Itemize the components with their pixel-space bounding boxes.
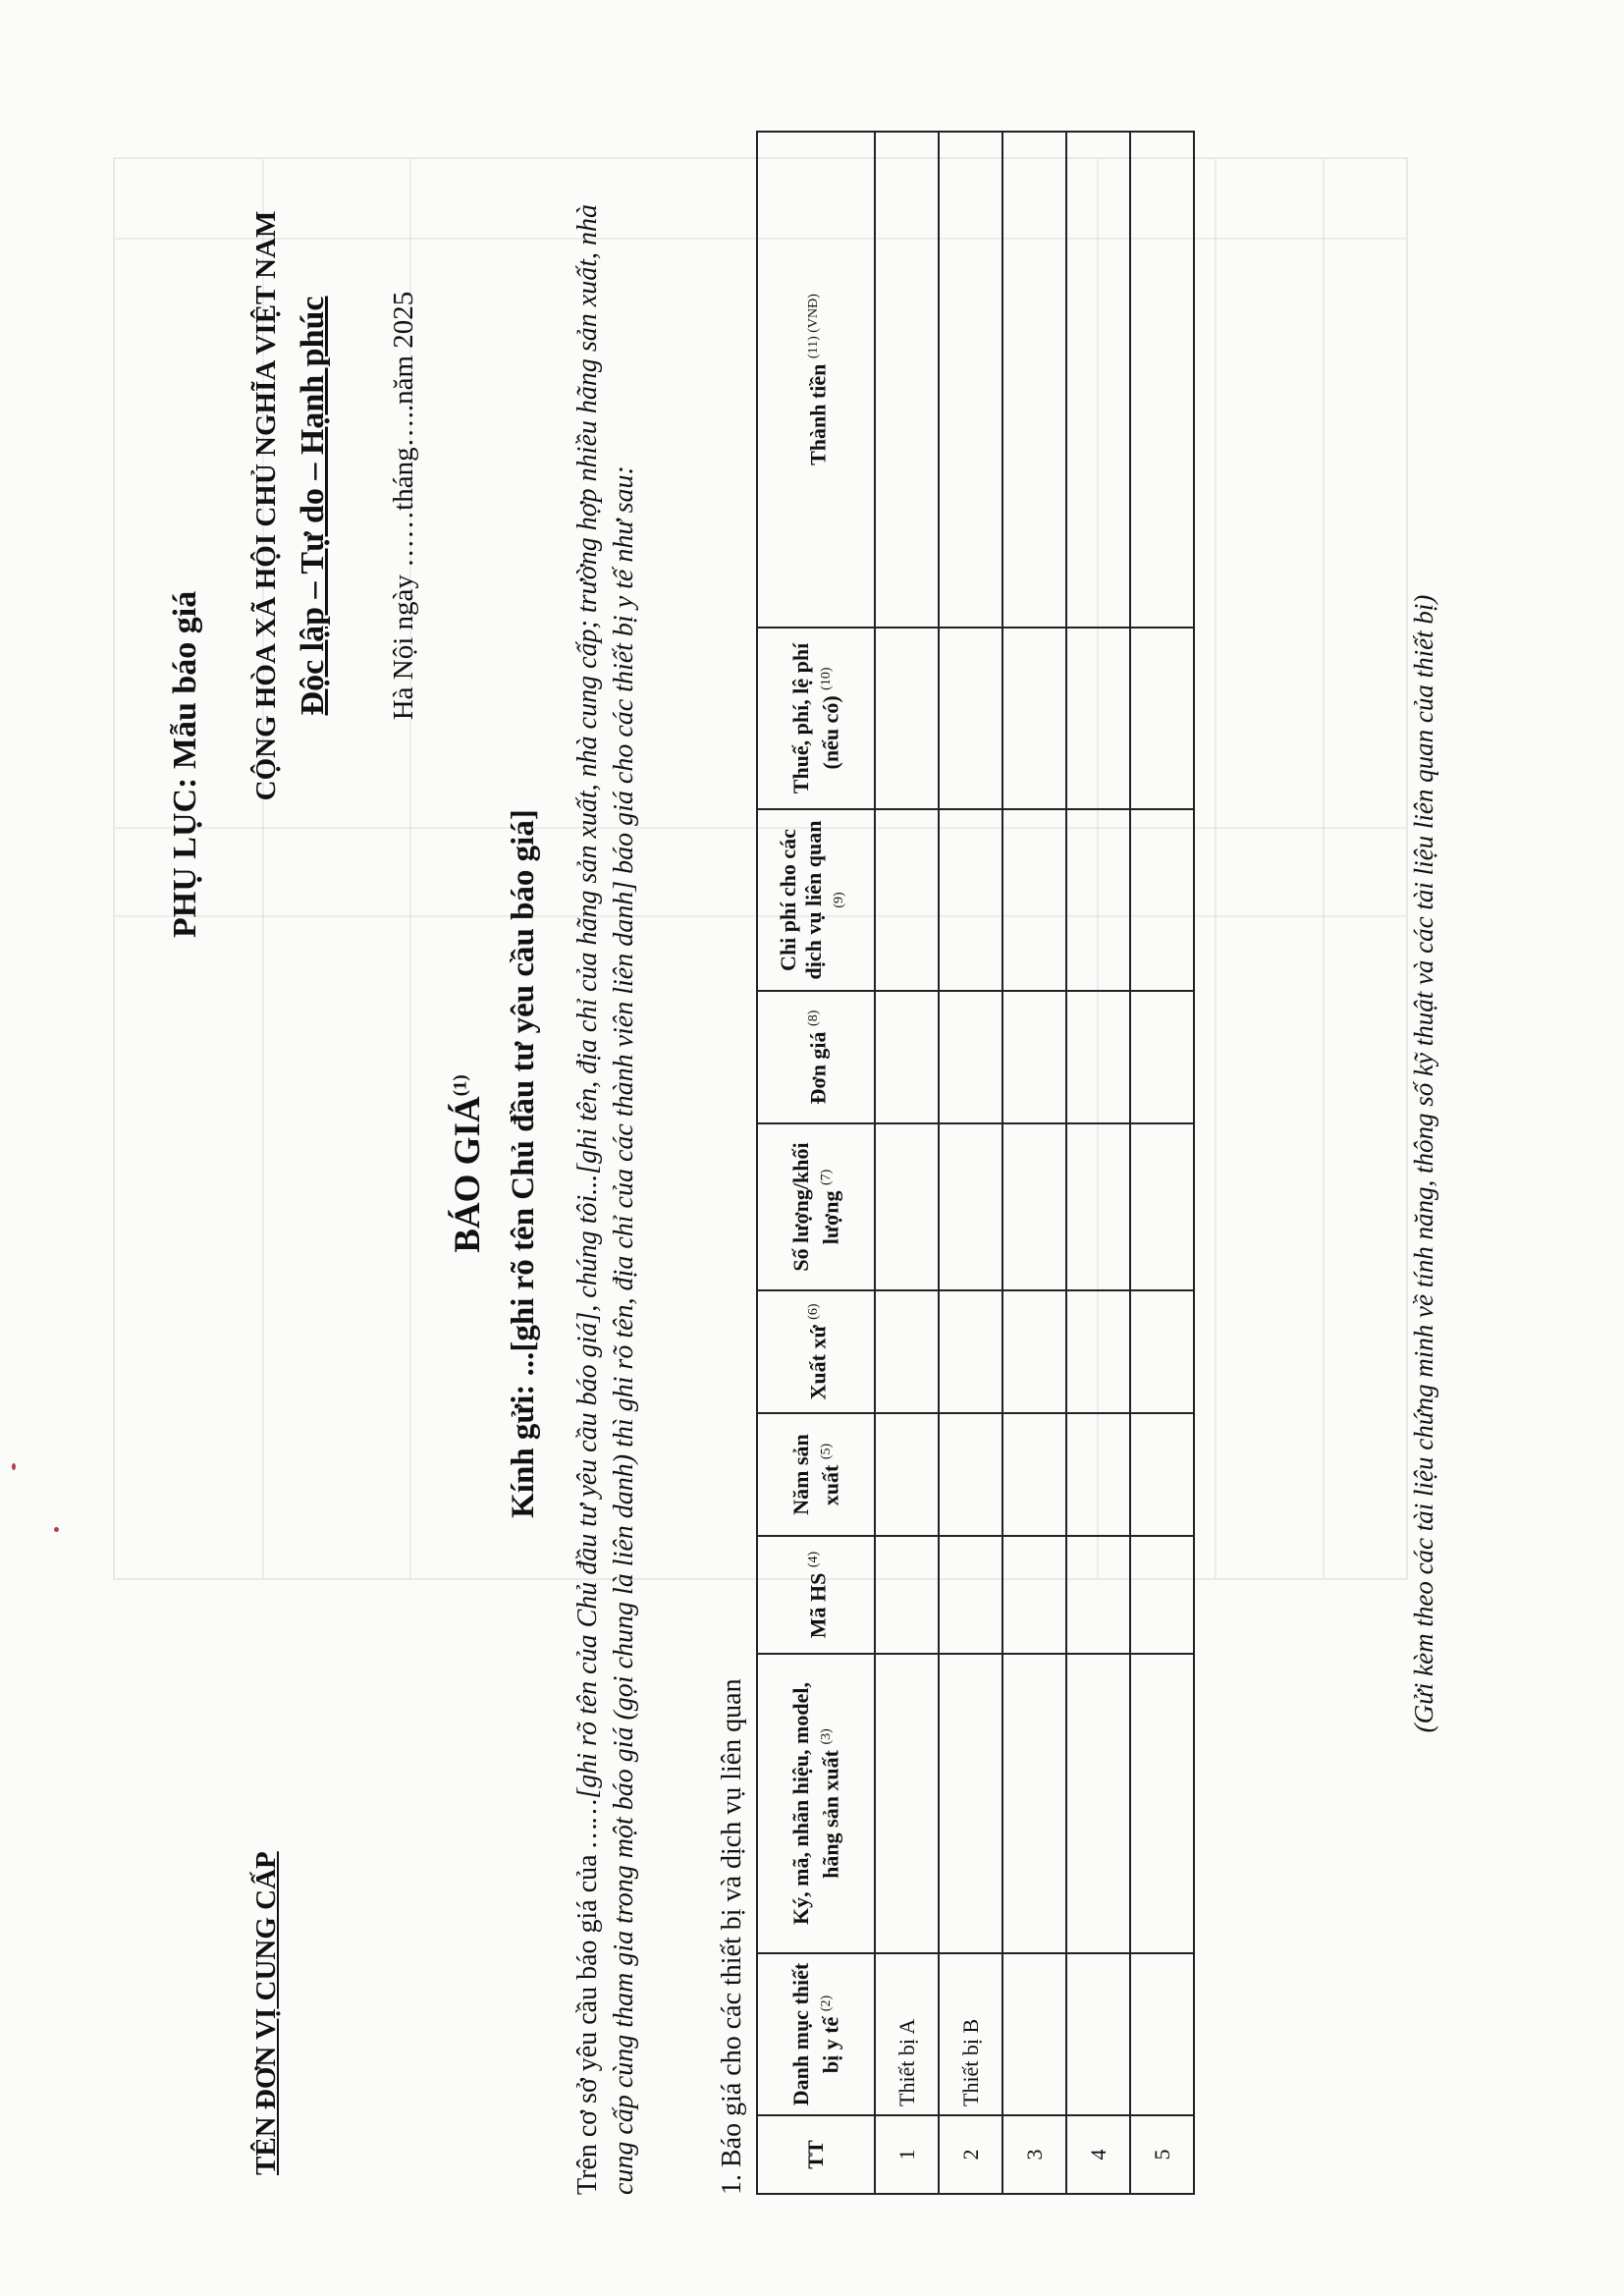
column-header-label: TT [803, 2140, 828, 2169]
table-cell [1130, 1654, 1194, 1953]
national-header: CỘNG HÒA XÃ HỘI CHỦ NGHĨA VIỆT NAM [250, 210, 282, 801]
table-cell [875, 1654, 939, 1953]
table-cell [1066, 1290, 1130, 1413]
table-cell [939, 1654, 1002, 1953]
column-header-note: (7) [818, 1169, 834, 1186]
table-cell [875, 1290, 939, 1413]
table-header-row [757, 132, 875, 2194]
attachment-footnote: (Gửi kèm theo các tài liệu chứng minh về tính năng, thông số kỹ thuật và các tài liệu liên quan của thiết bị) [1409, 594, 1438, 1733]
appendix-title: PHỤ LỤC: Mẫu báo giá [167, 590, 203, 938]
column-header-label: Năm sản xuất [787, 1434, 843, 1515]
column-header [757, 2115, 875, 2194]
device-name [1130, 1953, 1194, 2115]
table-cell [1002, 1536, 1066, 1654]
table-cell [1130, 1290, 1194, 1413]
table-row [939, 132, 1002, 2194]
table-row [1130, 132, 1194, 2194]
supplier-unit-name: TÊN ĐƠN VỊ CUNG CẤP [250, 1851, 282, 2175]
device-name [1002, 1953, 1066, 2115]
table-cell [1066, 1654, 1130, 1953]
column-header-label: Thành tiền [805, 363, 831, 465]
column-header-note: (9) [831, 892, 846, 908]
table-row [1066, 132, 1130, 2194]
table-cell [939, 809, 1002, 991]
date-line: Hà Nội ngày ……tháng…..năm 2025 [388, 291, 419, 721]
column-header [757, 1290, 875, 1413]
table-body [875, 132, 1194, 2194]
table-cell [1002, 628, 1066, 809]
column-header [757, 809, 875, 991]
column-header-label: Thuế, phí, lệ phí (nếu có) [787, 642, 843, 794]
column-header-label: Xuất xứ [805, 1325, 831, 1400]
column-header-label: Số lượng/khối lượng [787, 1142, 843, 1272]
table-cell [939, 1413, 1002, 1536]
column-header-note: (3) [818, 1728, 834, 1745]
recipient-line: Kính gửi: ...[ghi rõ tên Chủ đầu tư yêu cầu báo giá] [506, 809, 541, 1518]
table-cell [939, 132, 1002, 628]
column-header-label: Chi phí cho các dịch vụ liên quan [775, 820, 826, 980]
column-header-note: (6) [805, 1303, 821, 1320]
table-cell [1066, 628, 1130, 809]
row-number: 2 [939, 2115, 1002, 2194]
table-cell [875, 1123, 939, 1290]
column-header [757, 1123, 875, 1290]
table-cell [1130, 628, 1194, 809]
column-header-note: (10) [818, 667, 834, 690]
table-cell [875, 628, 939, 809]
row-number: 5 [1130, 2115, 1194, 2194]
quote-title-text: BÁO GIÁ [448, 1096, 488, 1253]
motto-text: Độc lập – Tự do – Hạnh phúc [295, 296, 331, 716]
table-cell [939, 1123, 1002, 1290]
device-name [1066, 1953, 1130, 2115]
device-name: Thiết bị B [939, 1953, 1002, 2115]
table-cell [939, 1536, 1002, 1654]
quote-title [447, 133, 489, 2195]
column-header [757, 1953, 875, 2115]
quote-title-note: (1) [450, 1074, 471, 1097]
column-header-note: (11) (VNĐ) [805, 294, 821, 359]
table-cell [1002, 1290, 1066, 1413]
table-cell [939, 628, 1002, 809]
table-cell [1130, 132, 1194, 628]
table-cell [1066, 1123, 1130, 1290]
table-cell [1066, 1413, 1130, 1536]
table-cell [939, 991, 1002, 1123]
table-cell [1130, 1123, 1194, 1290]
table-cell [1002, 809, 1066, 991]
table-cell [1002, 991, 1066, 1123]
column-header-note: (8) [805, 1010, 821, 1026]
quotation-table [756, 131, 1195, 2195]
table-cell [1066, 132, 1130, 628]
device-name: Thiết bị A [875, 1953, 939, 2115]
table-cell [1066, 991, 1130, 1123]
table-cell [875, 809, 939, 991]
table-cell [1002, 132, 1066, 628]
table-cell [1130, 991, 1194, 1123]
intro-paragraph [569, 162, 642, 2195]
quotation-form [167, 133, 1463, 2195]
table-cell [1130, 1413, 1194, 1536]
column-header-note: (5) [818, 1443, 834, 1460]
table-cell [1130, 1536, 1194, 1654]
table-cell [875, 1413, 939, 1536]
row-number: 1 [875, 2115, 939, 2194]
table-cell [875, 991, 939, 1123]
column-header [757, 1536, 875, 1654]
table-cell [875, 1536, 939, 1654]
table-cell [1002, 1123, 1066, 1290]
intro-lead: Trên cơ sở yêu cầu báo giá của [572, 1847, 603, 2195]
national-motto [295, 162, 332, 849]
row-number: 3 [1002, 2115, 1066, 2194]
table-row [1002, 132, 1066, 2194]
row-number: 4 [1066, 2115, 1130, 2194]
column-header [757, 1413, 875, 1536]
scan-speck [54, 1527, 59, 1532]
scan-speck [12, 1463, 16, 1470]
table-cell [939, 1290, 1002, 1413]
section-heading: 1. Báo giá cho các thiết bị và dịch vụ liên quan [717, 1678, 747, 2195]
table-cell [1002, 1654, 1066, 1953]
column-header [757, 628, 875, 809]
column-header [757, 1654, 875, 1953]
table-cell [1130, 809, 1194, 991]
column-header-note: (2) [818, 1995, 834, 2012]
column-header [757, 991, 875, 1123]
intro-body: ……[ghi rõ tên của Chủ đầu tư yêu cầu báo giá], chúng tôi...[ghi tên, địa chỉ của hãng sản xuất, nhà cung cấp; trường hợp nhiều hãng sản xuất, nhà cung cấp cùng tham gia trong một báo giá (gọi chung là liên danh) thì ghi rõ tên, địa chỉ của các thành viên liên danh] báo giá cho các thiết bị y tế như sau: [572, 204, 639, 2195]
column-header-label: Danh mục thiết bị y tế [787, 1962, 843, 2106]
column-header-label: Mã HS [805, 1572, 831, 1639]
table-cell [875, 132, 939, 628]
column-header-note: (4) [805, 1551, 821, 1568]
table-cell [1066, 809, 1130, 991]
column-header [757, 132, 875, 628]
column-header-label: Ký, mã, nhãn hiệu, model, hãng sản xuất [787, 1682, 843, 1925]
column-header-label: Đơn giá [805, 1031, 831, 1105]
table-row [875, 132, 939, 2194]
table-cell [1002, 1413, 1066, 1536]
table-cell [1066, 1536, 1130, 1654]
